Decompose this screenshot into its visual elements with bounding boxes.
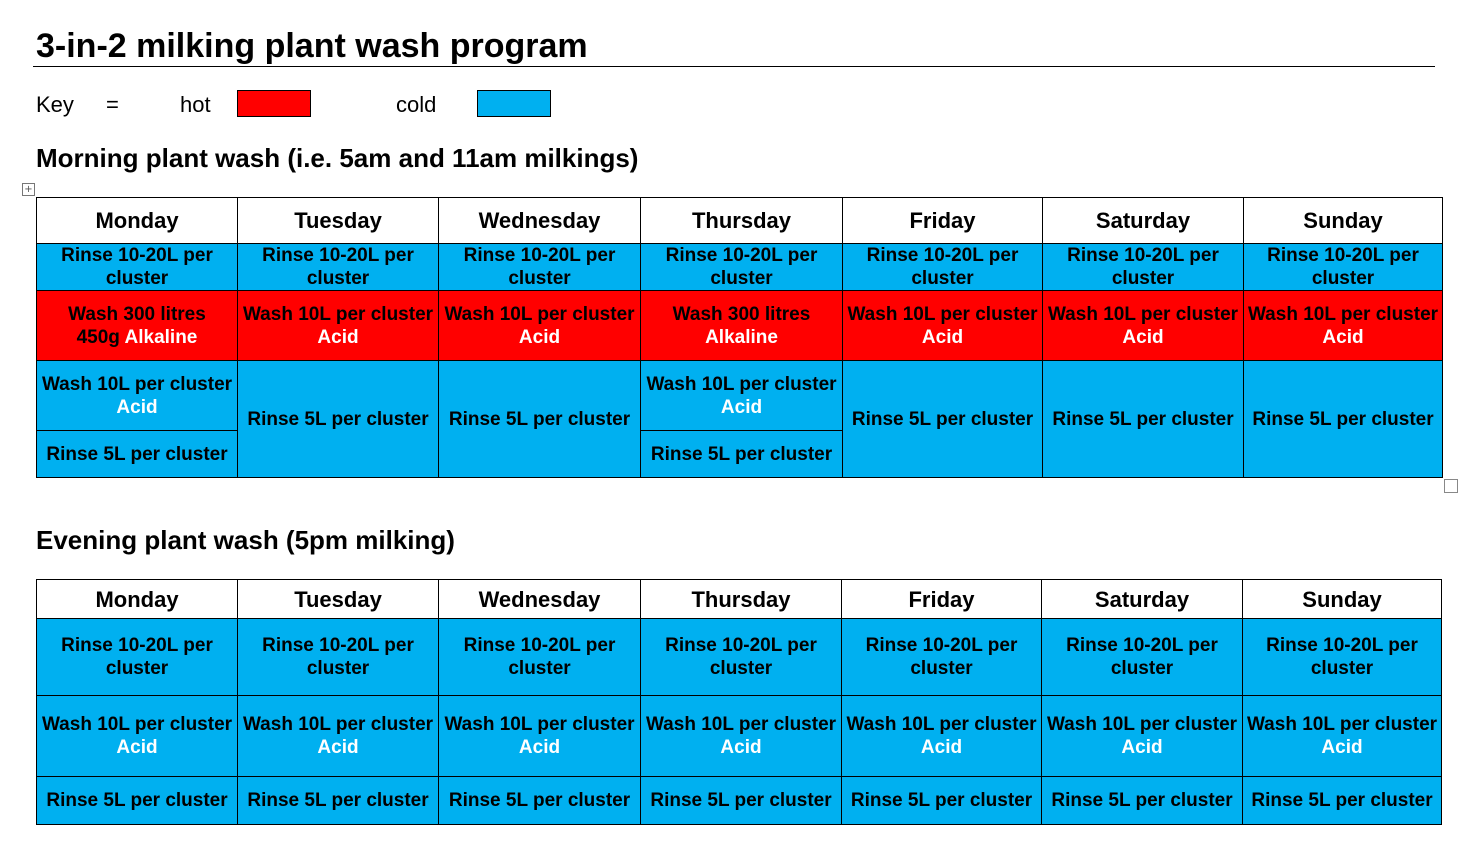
rinse-final-cell: Rinse 5L per cluster	[1244, 361, 1443, 478]
rinse-final-cell: Rinse 5L per cluster	[641, 431, 843, 478]
wash-text: Wash 10L per cluster	[444, 303, 635, 325]
rinse-final-cell: Rinse 5L per cluster	[843, 361, 1043, 478]
wash-text: Wash 10L per cluster	[1246, 714, 1438, 735]
chemical-label: Acid	[920, 737, 963, 758]
rinse-cell: Rinse 10-20L per cluster	[439, 619, 641, 696]
page-title: 3-in-2 milking plant wash program	[36, 27, 588, 65]
wash-text: Wash 10L per cluster	[1046, 714, 1238, 735]
rinse-cell: Rinse 10-20L per cluster	[641, 244, 843, 291]
morning-wash-table	[36, 197, 1443, 478]
acid-wash-cell	[843, 291, 1043, 361]
chemical-label: Acid	[116, 737, 158, 758]
morning-heading: Morning plant wash (i.e. 5am and 11am milkings)	[36, 143, 639, 173]
morning-header-row	[37, 198, 1443, 244]
morning-rinse-row	[37, 244, 1443, 291]
wash-text: Wash 10L per cluster	[645, 714, 837, 735]
key-equals: =	[106, 92, 119, 117]
rinse-cell: Rinse 10-20L per cluster	[37, 619, 238, 696]
rinse-final-cell: Rinse 5L per cluster	[37, 431, 238, 478]
evening-wash-row	[37, 696, 1442, 777]
rinse-final-cell: Rinse 5L per cluster	[641, 777, 842, 825]
acid-wash-cell	[439, 291, 641, 361]
chemical-label: Acid	[1121, 737, 1163, 758]
key-hot-label: hot	[180, 92, 211, 117]
title-underline	[33, 66, 1435, 67]
chemical-label: Alkaline	[705, 326, 778, 348]
morning-day-header: Sunday	[1244, 198, 1443, 244]
key-hot-swatch	[237, 90, 311, 117]
evening-header-row	[37, 580, 1442, 619]
key-cold-swatch	[477, 90, 551, 117]
evening-day-header: Wednesday	[439, 580, 641, 619]
acid-wash-cell	[641, 361, 843, 431]
wash-text: Wash 10L per cluster	[41, 714, 233, 735]
wash-text: Wash 10L per cluster	[1247, 303, 1439, 325]
rinse-cell: Rinse 10-20L per cluster	[1244, 244, 1443, 291]
table-resize-handle[interactable]	[1444, 479, 1458, 493]
alkaline-wash-cell	[641, 291, 843, 361]
wash-text: Wash 10L per cluster	[846, 714, 1037, 735]
morning-day-header: Monday	[37, 198, 238, 244]
rinse-cell: Rinse 10-20L per cluster	[1243, 619, 1442, 696]
rinse-cell: Rinse 10-20L per cluster	[439, 244, 641, 291]
rinse-final-cell: Rinse 5L per cluster	[1042, 777, 1243, 825]
rinse-cell: Rinse 10-20L per cluster	[238, 244, 439, 291]
wash-text: Wash 10L per cluster	[242, 303, 434, 325]
chemical-label: Acid	[1122, 326, 1164, 348]
wash-text: Wash 10L per cluster	[242, 714, 434, 735]
acid-wash-cell	[1244, 291, 1443, 361]
wash-volume: Wash 300 litres	[672, 303, 811, 325]
rinse-cell: Rinse 10-20L per cluster	[843, 244, 1043, 291]
evening-day-header: Saturday	[1042, 580, 1243, 619]
acid-wash-cell	[37, 361, 238, 431]
evening-final-rinse-row	[37, 777, 1442, 825]
rinse-final-cell: Rinse 5L per cluster	[37, 777, 238, 825]
evening-day-header: Sunday	[1243, 580, 1442, 619]
rinse-final-cell: Rinse 5L per cluster	[842, 777, 1042, 825]
rinse-cell: Rinse 10-20L per cluster	[1042, 619, 1243, 696]
chemical-label: Acid	[518, 326, 561, 348]
key-cold-label: cold	[396, 92, 437, 117]
evening-wash-table	[36, 579, 1442, 825]
key-label: Key	[36, 92, 74, 117]
evening-heading: Evening plant wash (5pm milking)	[36, 525, 455, 555]
wash-text: Wash 10L per cluster	[646, 373, 837, 395]
alkaline-wash-cell	[37, 291, 238, 361]
chemical-label: Acid	[720, 737, 762, 758]
chemical-label: Acid	[518, 737, 561, 758]
chemical-label: Acid	[317, 326, 359, 348]
rinse-cell: Rinse 10-20L per cluster	[842, 619, 1042, 696]
morning-day-header: Tuesday	[238, 198, 439, 244]
wash-volume: Wash 300 litres	[68, 303, 206, 325]
wash-text: Wash 10L per cluster	[41, 373, 233, 395]
morning-day-header: Saturday	[1043, 198, 1244, 244]
morning-acid-row	[37, 361, 1443, 431]
wash-text: Wash 10L per cluster	[847, 303, 1038, 325]
acid-wash-cell	[37, 696, 238, 777]
rinse-final-cell: Rinse 5L per cluster	[1043, 361, 1244, 478]
morning-day-header: Friday	[843, 198, 1043, 244]
morning-day-header: Wednesday	[439, 198, 641, 244]
rinse-cell: Rinse 10-20L per cluster	[37, 244, 238, 291]
evening-day-header: Friday	[842, 580, 1042, 619]
wash-text: Wash 10L per cluster	[1047, 303, 1239, 325]
rinse-final-cell: Rinse 5L per cluster	[1243, 777, 1442, 825]
morning-wash-row	[37, 291, 1443, 361]
evening-rinse-row	[37, 619, 1442, 696]
evening-day-header: Monday	[37, 580, 238, 619]
rinse-final-cell: Rinse 5L per cluster	[439, 361, 641, 478]
acid-wash-cell	[1042, 696, 1243, 777]
chemical-label: Acid	[116, 396, 158, 418]
rinse-cell: Rinse 10-20L per cluster	[238, 619, 439, 696]
chemical-label: Acid	[1322, 326, 1364, 348]
chemical-label: Acid	[317, 737, 359, 758]
chemical-label: Acid	[921, 326, 964, 348]
rinse-final-cell: Rinse 5L per cluster	[238, 361, 439, 478]
acid-wash-cell	[842, 696, 1042, 777]
evening-day-header: Thursday	[641, 580, 842, 619]
acid-wash-cell	[238, 696, 439, 777]
rinse-final-cell: Rinse 5L per cluster	[238, 777, 439, 825]
morning-day-header: Thursday	[641, 198, 843, 244]
rinse-final-cell: Rinse 5L per cluster	[439, 777, 641, 825]
chemical-label: Alkaline	[124, 326, 198, 348]
evening-day-header: Tuesday	[238, 580, 439, 619]
table-move-handle-icon[interactable]: +	[22, 183, 35, 196]
chemical-label: Acid	[1321, 737, 1363, 758]
acid-wash-cell	[238, 291, 439, 361]
chemical-label: Acid	[720, 396, 763, 418]
acid-wash-cell	[439, 696, 641, 777]
rinse-cell: Rinse 10-20L per cluster	[641, 619, 842, 696]
acid-wash-cell	[1043, 291, 1244, 361]
acid-wash-cell	[641, 696, 842, 777]
wash-quantity: 450g	[76, 326, 120, 348]
rinse-cell: Rinse 10-20L per cluster	[1043, 244, 1244, 291]
wash-text: Wash 10L per cluster	[444, 714, 635, 735]
acid-wash-cell	[1243, 696, 1442, 777]
